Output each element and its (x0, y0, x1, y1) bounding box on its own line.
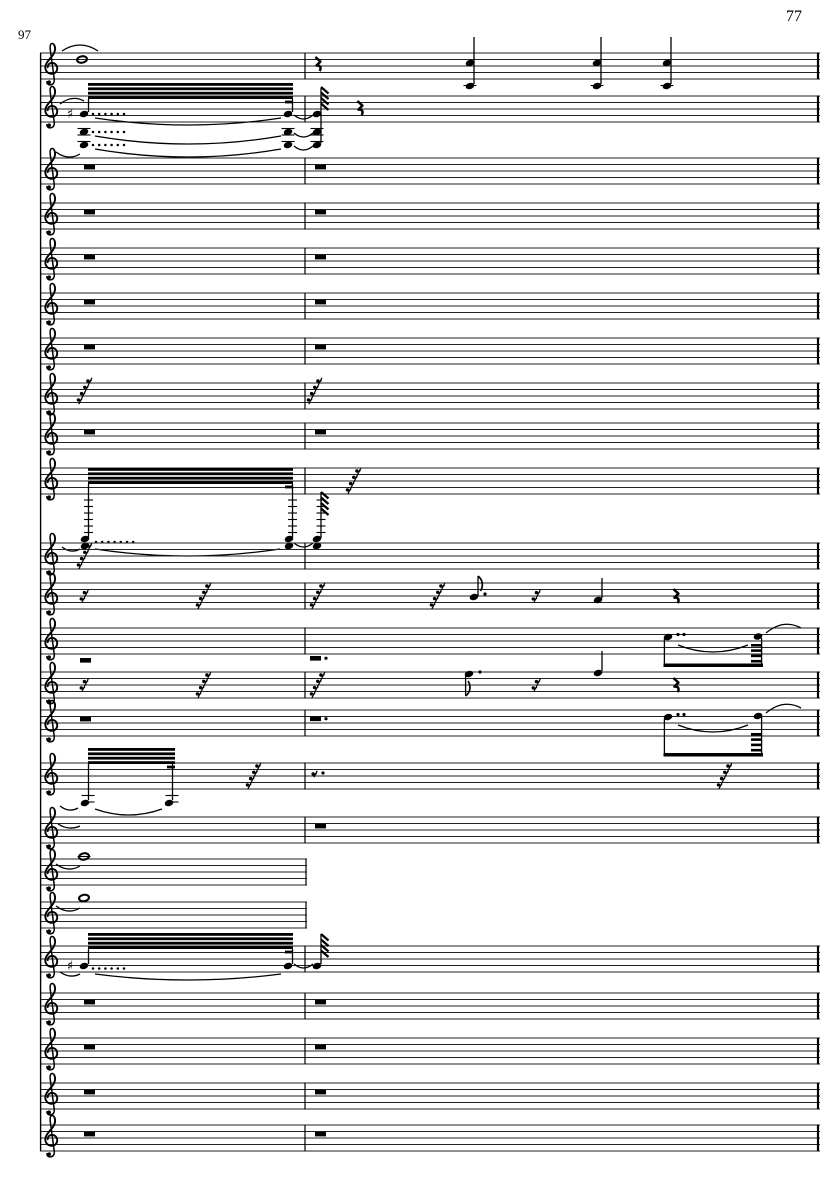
beam (88, 83, 293, 86)
tie (58, 824, 80, 828)
whole-rest (84, 1045, 95, 1050)
staff-5 (40, 239, 820, 280)
tremolo-dot (110, 967, 113, 970)
staff-3 (40, 149, 820, 190)
staff-7 (40, 329, 820, 370)
staff-19 (40, 893, 307, 934)
staff-23 (40, 1074, 820, 1115)
tie (294, 133, 313, 137)
tremolo-dot (117, 113, 120, 116)
beam-hook (167, 766, 175, 769)
partial-beam (751, 649, 762, 652)
tremolo-dot (117, 144, 120, 147)
clef-dot (47, 185, 51, 189)
clef-dot (47, 886, 51, 890)
clef-dot (47, 80, 51, 84)
tie (56, 152, 80, 157)
tie (678, 645, 748, 652)
tremolo-dot (123, 144, 126, 147)
whole-rest (80, 658, 91, 663)
tremolo-dot (98, 113, 101, 116)
beam (88, 477, 293, 480)
whole-rest (315, 1000, 326, 1005)
beam (88, 757, 175, 760)
page-number: 77 (786, 8, 802, 25)
tie (678, 725, 748, 732)
tremolo-dot (104, 144, 107, 147)
whole-rest (84, 255, 95, 260)
clef-dot (47, 1110, 51, 1114)
whole-rest (315, 255, 326, 260)
tie (95, 809, 162, 815)
whole-rest (315, 824, 326, 829)
whole-rest (315, 210, 326, 215)
clef-dot (47, 1152, 51, 1156)
beam-hook (285, 951, 293, 954)
clef-dot (47, 655, 51, 659)
dotted-rest (310, 656, 321, 661)
clef-dot (47, 365, 51, 369)
staff-22 (40, 1029, 820, 1070)
tremolo-dot (92, 967, 95, 970)
clef-dot (47, 790, 51, 794)
staff-24 (40, 1116, 820, 1157)
staff-13 (40, 619, 820, 667)
beam (88, 748, 175, 751)
partial-beam (751, 738, 762, 741)
whole-rest (84, 345, 95, 350)
staff-9 (40, 414, 820, 455)
beam (88, 946, 293, 949)
clef-dot (47, 230, 51, 234)
whole-note (79, 894, 90, 902)
staff-12 (40, 574, 820, 615)
partial-beam (751, 733, 762, 736)
whole-rest (84, 1000, 95, 1005)
tie (56, 864, 80, 869)
augmentation-dot (676, 633, 679, 636)
beam (88, 481, 293, 484)
staff-17 (40, 808, 820, 849)
beam (88, 96, 293, 99)
beam-hook (285, 486, 293, 489)
staff-2 (40, 83, 820, 157)
partial-beam (751, 655, 762, 658)
tremolo-dot (92, 144, 95, 147)
clef-dot (47, 929, 51, 933)
clef-dot (47, 275, 51, 279)
tie (294, 146, 313, 150)
eighth-flag (466, 681, 470, 696)
partial-beam (751, 744, 762, 747)
staff-10 (40, 459, 820, 556)
whole-rest (80, 717, 91, 722)
whole-rest (84, 165, 95, 170)
staff-8 (40, 374, 820, 415)
partial-beam (751, 644, 762, 647)
clef-dot (47, 1065, 51, 1069)
tie (62, 45, 98, 51)
clef-dot (47, 973, 51, 977)
tremolo-dot (117, 131, 120, 134)
whole-rest (315, 345, 326, 350)
dotted-rest (310, 717, 321, 722)
notehead (79, 962, 89, 971)
staff-4 (40, 194, 820, 235)
whole-rest (84, 1132, 95, 1137)
tremolo-dot (104, 131, 107, 134)
clef-dot (47, 610, 51, 614)
sharp-accidental: ♯ (66, 959, 74, 974)
clef-dot (47, 495, 51, 499)
augmentation-dot (324, 657, 327, 660)
staff-14 (40, 651, 820, 704)
clef-dot (47, 320, 51, 324)
augmentation-dot (324, 717, 327, 720)
tremolo-dot (98, 144, 101, 147)
beam (88, 942, 293, 945)
beam (88, 92, 293, 95)
beam (664, 664, 764, 668)
clef-dot (47, 123, 51, 127)
augmentation-dot (682, 633, 685, 636)
staff-18 (40, 850, 307, 891)
beam (88, 933, 293, 936)
notehead (79, 110, 89, 119)
beam (88, 752, 175, 755)
tie (766, 624, 801, 633)
tie (766, 704, 801, 713)
whole-rest (315, 165, 326, 170)
tremolo-dot (123, 967, 126, 970)
whole-rest (315, 300, 326, 305)
whole-rest (84, 210, 95, 215)
tremolo-dot (110, 113, 113, 116)
tie (60, 806, 78, 810)
whole-rest (84, 430, 95, 435)
clef-dot (47, 450, 51, 454)
clef-dot (47, 1020, 51, 1024)
tie (60, 98, 84, 104)
whole-rest (315, 1090, 326, 1095)
beam (88, 468, 293, 471)
whole-rest (315, 1045, 326, 1050)
whole-rest (315, 1132, 326, 1137)
tie (95, 136, 281, 144)
tremolo-dot (98, 131, 101, 134)
staff-16 (40, 748, 820, 815)
tremolo-dot (104, 113, 107, 116)
tremolo-dot (123, 131, 126, 134)
augmentation-dot (483, 592, 486, 595)
tremolo-dot (117, 967, 120, 970)
tremolo-dot (98, 967, 101, 970)
tremolo-dot (110, 144, 113, 147)
staff-21 (40, 984, 820, 1025)
clef-dot (47, 737, 51, 741)
augmentation-dot (478, 670, 481, 673)
tremolo-dot (110, 131, 113, 134)
beam (664, 753, 764, 757)
tremolo-dot (104, 967, 107, 970)
whole-rest (84, 300, 95, 305)
augmentation-dot (682, 713, 685, 716)
beam (88, 761, 175, 764)
tie (95, 149, 281, 157)
staff-11 (40, 534, 820, 575)
partial-beam (751, 660, 762, 663)
tie (294, 543, 313, 547)
tremolo-dot (123, 113, 126, 116)
tremolo-dot (92, 113, 95, 116)
partial-beam (751, 749, 762, 752)
whole-rest (84, 1090, 95, 1095)
quarter-rest (357, 101, 362, 115)
tremolo-dot (92, 131, 95, 134)
whole-rest (315, 430, 326, 435)
beam (88, 472, 293, 475)
notehead (283, 962, 293, 971)
augmentation-dot (321, 771, 324, 774)
clef-dot (47, 844, 51, 848)
beam (88, 87, 293, 90)
tie (95, 974, 281, 980)
staff-20 (40, 933, 820, 980)
sharp-accidental: ♯ (66, 107, 74, 122)
augmentation-dot (676, 713, 679, 716)
measure-number: 97 (18, 27, 31, 42)
notehead (283, 110, 293, 119)
beam (88, 937, 293, 940)
staff-1 (40, 37, 820, 90)
beam-hook (285, 101, 293, 104)
staff-6 (40, 284, 820, 325)
